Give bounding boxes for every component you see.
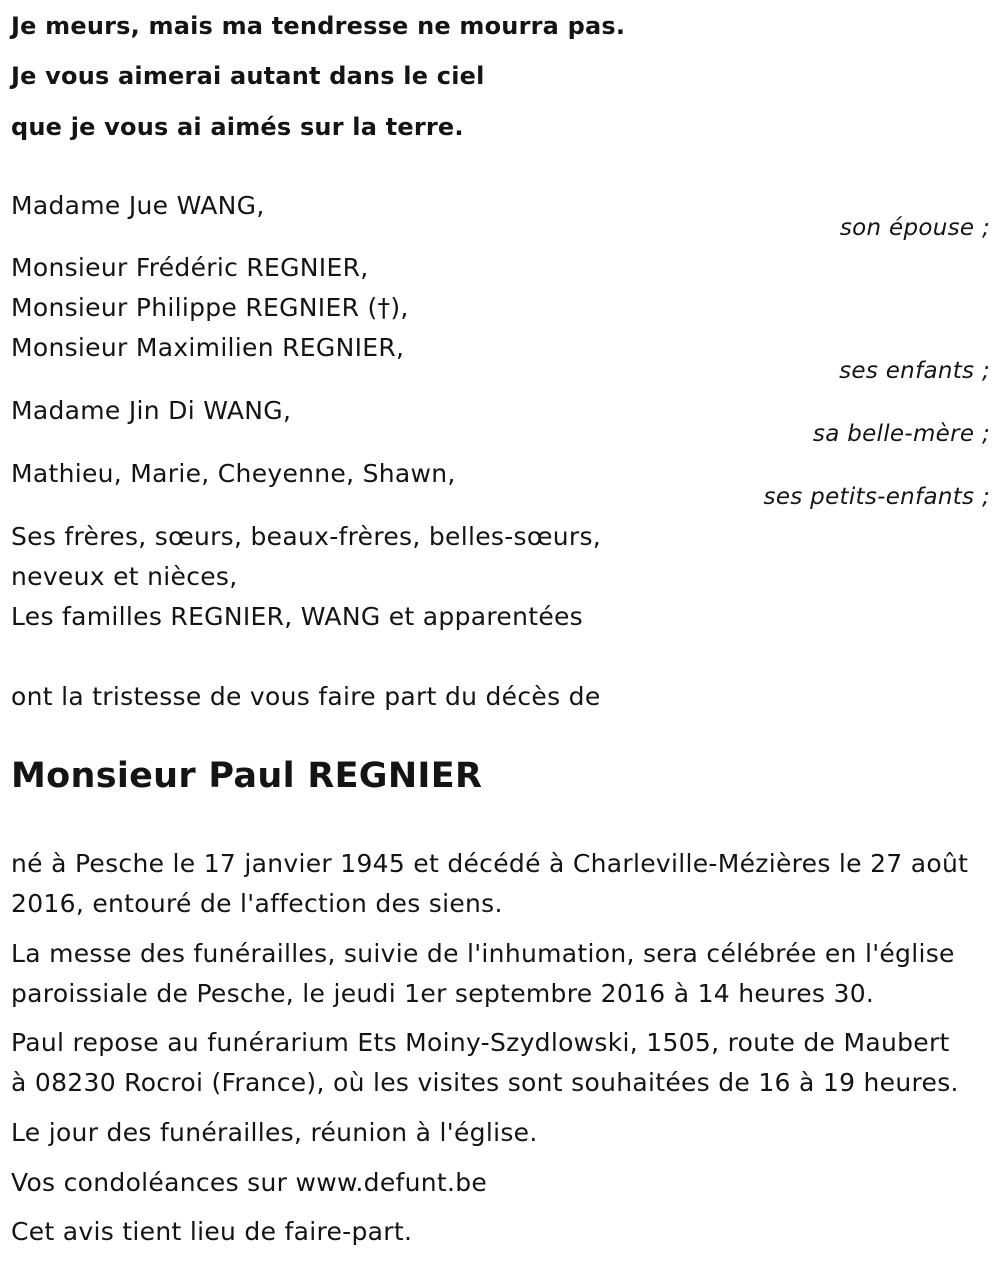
family-member: neveux et nièces, xyxy=(11,562,238,591)
quote-line: que je vous ai aimés sur la terre. xyxy=(11,113,464,141)
deceased-name: Monsieur Paul REGNIER xyxy=(11,756,483,796)
family-member: Monsieur Maximilien REGNIER, xyxy=(11,333,405,362)
paragraph-line: Vos condoléances sur www.defunt.be xyxy=(11,1168,488,1197)
family-member: Monsieur Frédéric REGNIER, xyxy=(11,253,369,282)
paragraph-line: Paul repose au funérarium Ets Moiny-Szydlowski, 1505, route de Maubert xyxy=(11,1028,950,1057)
family-member: Ses frères, sœurs, beaux-frères, belles-sœurs, xyxy=(11,522,602,551)
family-member: Les familles REGNIER, WANG et apparentées xyxy=(11,602,584,631)
paragraph-line: Cet avis tient lieu de faire-part. xyxy=(11,1217,413,1246)
quote-line: Je vous aimerai autant dans le ciel xyxy=(11,62,485,90)
paragraph-line: paroissiale de Pesche, le jeudi 1er septembre 2016 à 14 heures 30. xyxy=(11,979,875,1008)
announcement-text: ont la tristesse de vous faire part du décès de xyxy=(11,682,601,711)
paragraph-line: La messe des funérailles, suivie de l'inhumation, sera célébrée en l'église xyxy=(11,939,955,968)
family-member: Monsieur Philippe REGNIER (†), xyxy=(11,293,409,322)
paragraph-line: né à Pesche le 17 janvier 1945 et décédé à Charleville-Mézières le 27 août xyxy=(11,849,969,878)
family-role: ses petits-enfants ; xyxy=(763,484,990,510)
paragraph-line: 2016, entouré de l'affection des siens. xyxy=(11,889,503,918)
family-role: son épouse ; xyxy=(839,215,990,241)
quote-line: Je meurs, mais ma tendresse ne mourra pas. xyxy=(11,12,626,40)
family-role: ses enfants ; xyxy=(839,358,990,384)
paragraph-line: à 08230 Rocroi (France), où les visites sont souhaitées de 16 à 19 heures. xyxy=(11,1068,959,1097)
paragraph-line: Le jour des funérailles, réunion à l'église. xyxy=(11,1118,538,1147)
family-role: sa belle-mère ; xyxy=(812,421,990,447)
family-member: Madame Jin Di WANG, xyxy=(11,396,292,425)
family-member: Mathieu, Marie, Cheyenne, Shawn, xyxy=(11,459,456,488)
family-member: Madame Jue WANG, xyxy=(11,191,265,220)
